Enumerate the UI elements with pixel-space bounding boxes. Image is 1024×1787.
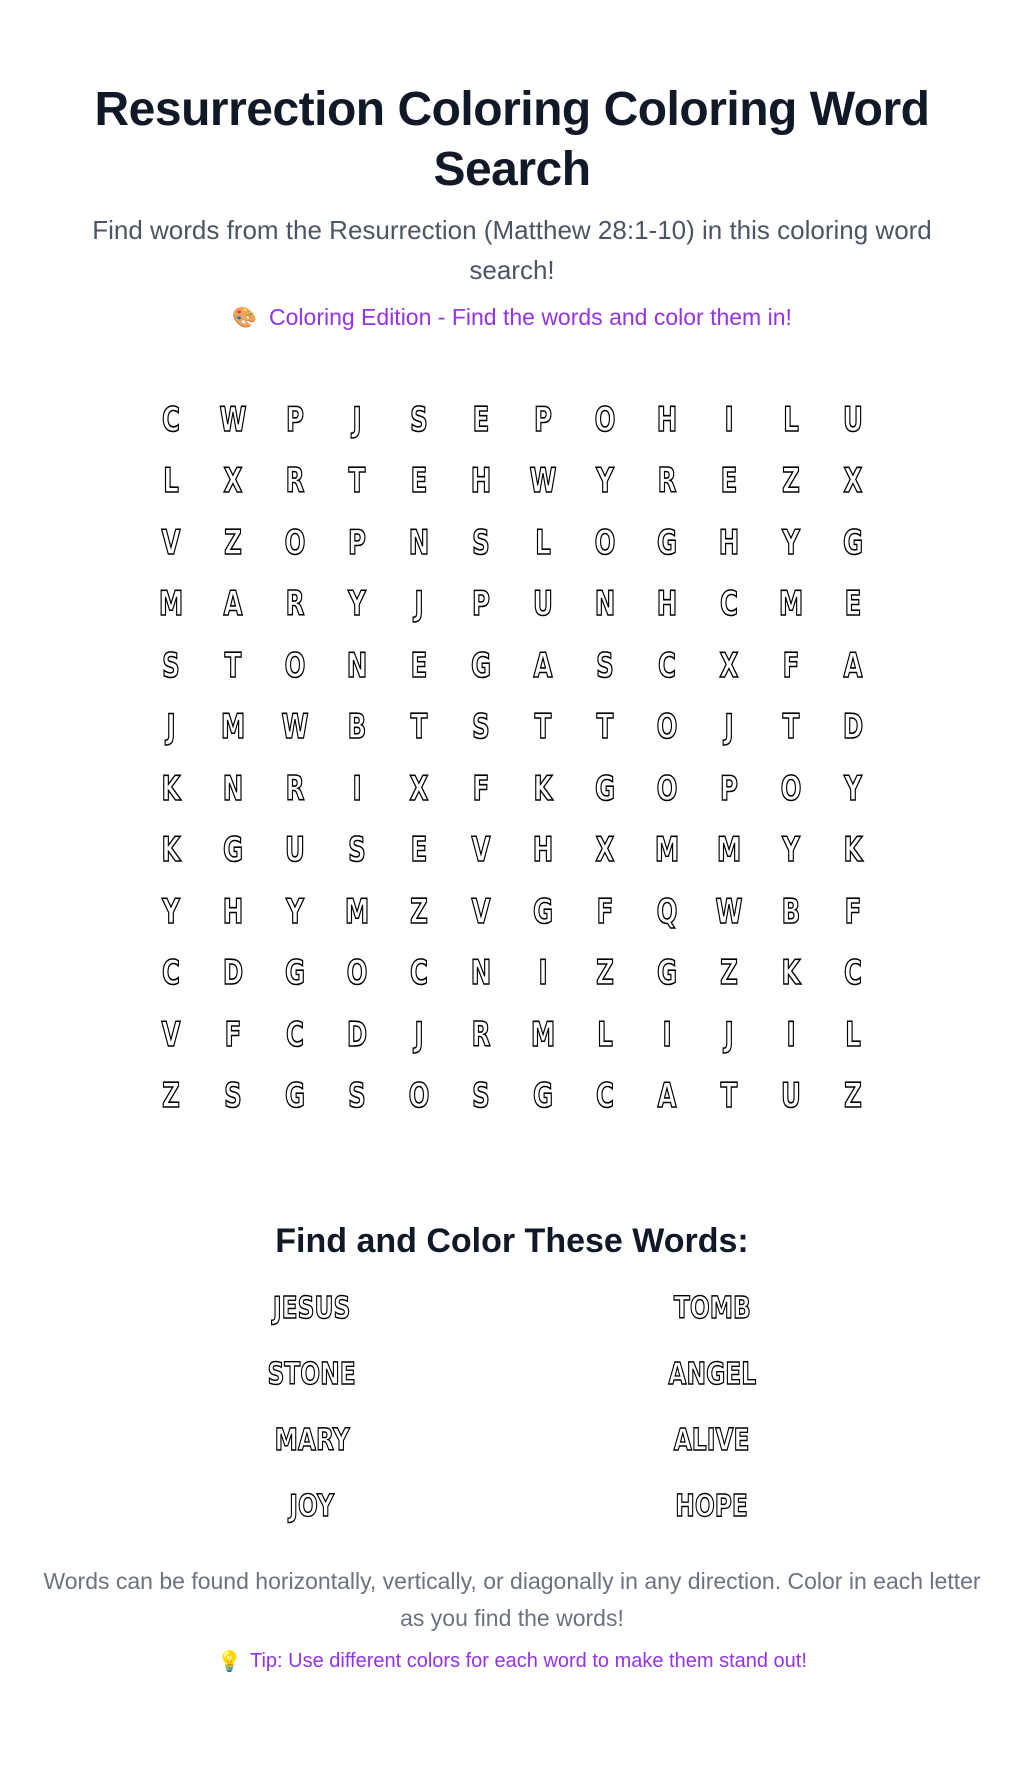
word-to-find: STONE [267, 1357, 357, 1392]
grid-cell[interactable]: E [720, 461, 738, 502]
grid-cell[interactable]: B [347, 707, 367, 748]
grid-cell[interactable]: O [656, 768, 678, 809]
grid-cell[interactable]: W [715, 891, 743, 932]
word-list [40, 1291, 984, 1525]
grid-cell[interactable]: G [222, 830, 244, 871]
grid-cell[interactable]: G [470, 645, 492, 686]
grid-cell[interactable]: S [348, 830, 366, 871]
grid-cell[interactable]: F [472, 768, 490, 809]
grid-cell[interactable]: J [414, 1014, 424, 1055]
grid-cell[interactable]: Z [224, 522, 242, 563]
grid-cell[interactable]: H [656, 399, 678, 440]
grid-cell[interactable]: A [533, 645, 553, 686]
grid-cell[interactable]: W [281, 707, 309, 748]
grid-cell[interactable]: X [843, 461, 863, 502]
grid-cell[interactable]: T [348, 461, 366, 502]
word-list-item [112, 1357, 512, 1393]
grid-cell[interactable]: V [161, 1014, 181, 1055]
edition-banner [40, 304, 984, 331]
grid-cell[interactable]: R [285, 584, 305, 625]
word-to-find: HOPE [675, 1489, 749, 1524]
grid-cell[interactable]: P [472, 584, 490, 625]
grid-cell[interactable]: Z [720, 953, 738, 994]
grid-cell[interactable]: N [594, 584, 616, 625]
grid-cell[interactable]: U [285, 830, 305, 871]
word-to-find: TOMB [673, 1291, 751, 1326]
grid-cell[interactable]: Q [656, 891, 678, 932]
grid-cell[interactable]: X [409, 768, 429, 809]
word-list-item [112, 1423, 512, 1459]
grid-cell[interactable]: T [720, 1076, 738, 1117]
grid-cell[interactable]: J [166, 707, 176, 748]
grid-cell[interactable]: M [778, 584, 804, 625]
grid-cell[interactable]: C [720, 584, 738, 625]
grid-cell[interactable]: J [724, 1014, 734, 1055]
grid-cell[interactable]: A [657, 1076, 677, 1117]
grid-cell[interactable]: D [346, 1014, 368, 1055]
grid-cell[interactable]: Z [162, 1076, 180, 1117]
grid-cell[interactable]: G [284, 1076, 306, 1117]
word-list-item [512, 1489, 912, 1525]
grid-cell[interactable]: Y [286, 891, 304, 932]
word-list-item [112, 1489, 512, 1525]
grid-cell[interactable]: U [781, 1076, 801, 1117]
grid-cell[interactable]: P [720, 768, 738, 809]
grid-cell[interactable]: W [529, 461, 557, 502]
grid-cell[interactable]: D [842, 707, 864, 748]
grid-cell[interactable]: C [162, 953, 180, 994]
grid-cell[interactable]: N [222, 768, 244, 809]
grid-cell[interactable]: D [222, 953, 244, 994]
grid-cell[interactable]: N [346, 645, 368, 686]
word-to-find: ANGEL [668, 1357, 756, 1392]
grid-cell[interactable]: O [656, 707, 678, 748]
grid-cell[interactable]: A [223, 584, 243, 625]
tip-text: Tip: Use different colors for each word to make them stand out! [249, 1650, 807, 1672]
grid-cell[interactable]: S [348, 1076, 366, 1117]
grid-cell[interactable]: Y [348, 584, 366, 625]
grid-cell[interactable]: L [535, 522, 551, 563]
grid-cell[interactable]: C [844, 953, 862, 994]
grid-cell[interactable]: M [220, 707, 246, 748]
grid-cell[interactable]: F [224, 1014, 242, 1055]
grid-cell[interactable]: F [596, 891, 614, 932]
grid-cell[interactable]: L [783, 399, 799, 440]
grid-cell[interactable]: O [780, 768, 802, 809]
grid-cell[interactable]: K [843, 830, 863, 871]
grid-cell[interactable]: F [782, 645, 800, 686]
grid-cell[interactable]: T [224, 645, 242, 686]
word-list-item [512, 1357, 912, 1393]
grid-cell[interactable]: I [662, 1014, 672, 1055]
grid-cell[interactable]: E [844, 584, 862, 625]
grid-cell[interactable]: K [161, 768, 181, 809]
grid-cell[interactable]: R [657, 461, 677, 502]
lightbulb-icon: 💡 [217, 1651, 242, 1673]
grid-cell[interactable]: O [346, 953, 368, 994]
grid-cell[interactable]: G [284, 953, 306, 994]
grid-cell[interactable]: Z [410, 891, 428, 932]
page-subtitle: Find words from the Resurrection (Matthew 28:1-10) in this coloring word search! [92, 215, 932, 285]
grid-cell[interactable]: Y [782, 830, 800, 871]
grid-cell[interactable]: H [532, 830, 554, 871]
grid-cell[interactable]: X [223, 461, 243, 502]
grid-cell[interactable]: Z [596, 953, 614, 994]
grid-cell[interactable]: B [781, 891, 801, 932]
grid-cell[interactable]: G [532, 1076, 554, 1117]
grid-cell[interactable]: C [286, 1014, 304, 1055]
grid-cell[interactable]: I [724, 399, 734, 440]
letter-grid [40, 389, 984, 1127]
grid-cell[interactable]: S [410, 399, 428, 440]
grid-cell[interactable]: G [842, 522, 864, 563]
grid-cell[interactable]: S [224, 1076, 242, 1117]
word-list-item [112, 1291, 512, 1327]
grid-cell[interactable]: C [410, 953, 428, 994]
grid-cell[interactable]: R [471, 1014, 491, 1055]
grid-cell[interactable]: M [344, 891, 370, 932]
grid-cell[interactable]: G [656, 953, 678, 994]
grid-cell[interactable]: S [472, 1076, 490, 1117]
grid-cell[interactable]: Y [162, 891, 180, 932]
grid-cell[interactable]: Y [596, 461, 614, 502]
grid-cell[interactable]: K [161, 830, 181, 871]
grid-cell[interactable]: P [348, 522, 366, 563]
grid-cell[interactable]: G [532, 891, 554, 932]
grid-cell[interactable]: L [163, 461, 179, 502]
grid-cell[interactable]: H [470, 461, 492, 502]
grid-cell[interactable]: M [716, 830, 742, 871]
word-list-item [512, 1423, 912, 1459]
grid-cell[interactable]: Y [782, 522, 800, 563]
tip-banner [40, 1649, 984, 1674]
grid-cell[interactable]: P [534, 399, 552, 440]
grid-cell[interactable]: E [410, 830, 428, 871]
grid-cell[interactable]: A [843, 645, 863, 686]
grid-cell[interactable]: S [472, 707, 490, 748]
grid-cell[interactable]: C [596, 1076, 614, 1117]
grid-cell[interactable]: I [786, 1014, 796, 1055]
grid-cell[interactable]: T [596, 707, 614, 748]
grid-cell[interactable]: S [472, 522, 490, 563]
grid-cell[interactable]: C [162, 399, 180, 440]
grid-cell[interactable]: Z [782, 461, 800, 502]
instructions-text: Words can be found horizontally, vertically, or diagonally in any direction. Color in each letter as you find the words! [43, 1568, 981, 1631]
grid-cell[interactable]: C [658, 645, 676, 686]
word-list-heading: Find and Color These Words: [275, 1222, 749, 1260]
grid-cell[interactable]: J [724, 707, 734, 748]
grid-cell[interactable]: P [286, 399, 304, 440]
grid-cell[interactable]: U [533, 584, 553, 625]
word-list-item [512, 1291, 912, 1327]
word-to-find: JESUS [273, 1291, 351, 1326]
grid-cell[interactable]: E [410, 645, 428, 686]
grid-cell[interactable]: I [352, 768, 362, 809]
grid-cell[interactable]: K [533, 768, 553, 809]
page-title: Resurrection Coloring Coloring Word Search [94, 83, 930, 196]
grid-cell[interactable]: R [285, 461, 305, 502]
grid-cell[interactable]: L [597, 1014, 613, 1055]
grid-cell[interactable]: M [654, 830, 680, 871]
grid-cell[interactable]: N [408, 522, 430, 563]
grid-cell[interactable]: M [530, 1014, 556, 1055]
grid-cell[interactable]: M [158, 584, 184, 625]
grid-cell[interactable]: S [596, 645, 614, 686]
grid-cell[interactable]: H [718, 522, 740, 563]
grid-cell[interactable]: J [414, 584, 424, 625]
grid-cell[interactable]: U [843, 399, 863, 440]
grid-cell[interactable]: L [845, 1014, 861, 1055]
grid-cell[interactable]: F [844, 891, 862, 932]
grid-cell[interactable]: R [285, 768, 305, 809]
grid-cell[interactable]: V [161, 522, 181, 563]
grid-cell[interactable]: T [410, 707, 428, 748]
grid-cell[interactable]: O [408, 1076, 430, 1117]
grid-cell[interactable]: O [284, 645, 306, 686]
grid-cell[interactable]: E [472, 399, 490, 440]
grid-cell[interactable]: I [538, 953, 548, 994]
grid-cell[interactable]: X [595, 830, 615, 871]
grid-cell[interactable]: V [471, 891, 491, 932]
grid-cell[interactable]: E [410, 461, 428, 502]
word-to-find: JOY [289, 1489, 335, 1524]
edition-label: Coloring Edition - Find the words and color them in! [269, 304, 792, 330]
grid-cell[interactable]: X [719, 645, 739, 686]
grid-cell[interactable]: H [656, 584, 678, 625]
grid-cell[interactable]: Z [844, 1076, 862, 1117]
grid-cell[interactable]: T [782, 707, 800, 748]
word-to-find: ALIVE [674, 1423, 750, 1458]
palette-icon: 🎨 [232, 307, 258, 329]
word-to-find: MARY [274, 1423, 350, 1458]
grid-cell[interactable]: T [534, 707, 552, 748]
grid-cell[interactable]: S [162, 645, 180, 686]
grid-cell[interactable]: O [284, 522, 306, 563]
grid-cell[interactable]: V [471, 830, 491, 871]
grid-cell[interactable]: Y [844, 768, 862, 809]
grid-cell[interactable]: G [594, 768, 616, 809]
grid-cell[interactable]: O [594, 399, 616, 440]
grid-cell[interactable]: O [594, 522, 616, 563]
grid-cell[interactable]: H [222, 891, 244, 932]
grid-cell[interactable]: W [219, 399, 247, 440]
grid-cell[interactable]: G [656, 522, 678, 563]
grid-cell[interactable]: K [781, 953, 801, 994]
grid-cell[interactable]: J [352, 399, 362, 440]
grid-cell[interactable]: N [470, 953, 492, 994]
